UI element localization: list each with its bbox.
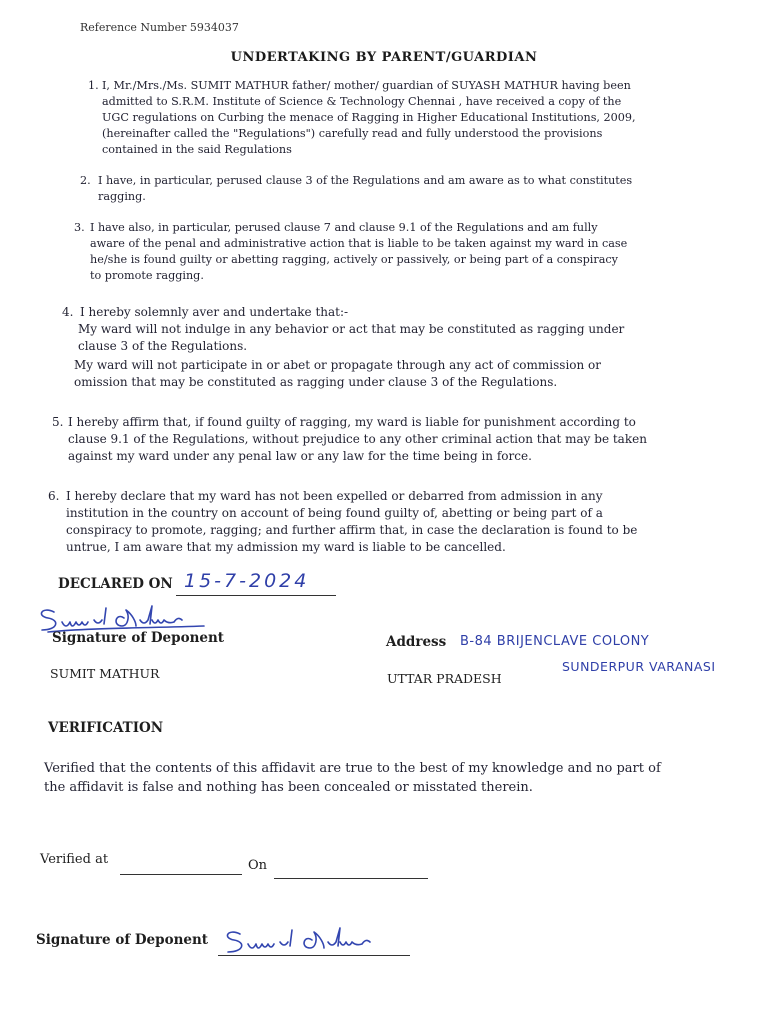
- clause-line: contained in the said Regulations: [102, 143, 292, 156]
- clause-line: conspiracy to promote, ragging; and further affirm that, in case the declaration is found to be: [66, 523, 638, 537]
- declared-date-line: [176, 595, 336, 596]
- clause-number: 5.: [52, 415, 64, 429]
- verification-line: Verified that the contents of this affidavit are true to the best of my knowledge and no part of: [44, 761, 661, 776]
- clause-line: untrue, I am aware that my admission my ward is liable to be cancelled.: [66, 540, 506, 554]
- clause-line: UGC regulations on Curbing the menace of Ragging in Higher Educational Institutions, 2009,: [102, 111, 636, 124]
- clause-line: omission that may be constituted as ragging under clause 3 of the Regulations.: [74, 375, 558, 389]
- document-title: UNDERTAKING BY PARENT/GUARDIAN: [230, 50, 538, 65]
- verification-heading: VERIFICATION: [48, 720, 164, 736]
- clause-line: I hereby affirm that, if found guilty of ragging, my ward is liable for punishment according to: [68, 415, 636, 429]
- verification-text: [44, 759, 734, 797]
- clause-line: admitted to S.R.M. Institute of Science & Technology Chennai , have received a copy of the: [102, 95, 622, 108]
- clause-line: My ward will not indulge in any behavior or act that may be constituted as ragging under: [78, 322, 625, 336]
- clause-1: [88, 78, 728, 158]
- clause-line: I hereby declare that my ward has not been expelled or debarred from admission in any: [66, 489, 603, 503]
- address-state: UTTAR PRADESH: [387, 671, 502, 686]
- clause-line: I, Mr./Mrs./Ms. SUMIT MATHUR father/ mother/ guardian of SUYASH MATHUR having been: [102, 79, 631, 92]
- clause-line: against my ward under any penal law or any law for the time being in force.: [68, 449, 532, 463]
- clause-line: I hereby solemnly aver and undertake that:-: [80, 305, 349, 319]
- reference-number: Reference Number 5934037: [80, 21, 239, 34]
- verified-at-line: [120, 874, 242, 875]
- clause-line: he/she is found guilty or abetting ragging, actively or passively, or being part of a conspiracy: [90, 253, 618, 266]
- clause-line: ragging.: [98, 190, 146, 203]
- final-signature-label: Signature of Deponent: [36, 932, 209, 948]
- address-line-2: SUNDERPUR VARANASI: [562, 659, 716, 674]
- clause-line: My ward will not participate in or abet or propagate through any act of commission or: [74, 358, 602, 372]
- clause-number: 3.: [74, 221, 85, 234]
- verified-at-label: Verified at: [40, 852, 109, 867]
- clause-number: 1.: [88, 79, 99, 92]
- clause-line: (hereinafter called the "Regulations") carefully read and fully understood the provisions: [102, 127, 603, 140]
- clause-number: 4.: [62, 305, 74, 319]
- clause-line: clause 9.1 of the Regulations, without prejudice to any other criminal action that may be taken: [68, 432, 647, 446]
- clause-5: [52, 414, 732, 472]
- clause-number: 6.: [48, 489, 60, 503]
- clause-line: aware of the penal and administrative action that is liable to be taken against my ward in case: [90, 237, 628, 250]
- clause-line: institution in the country on account of being found guilty of, abetting or being part of a: [66, 506, 603, 520]
- clause-6: [48, 488, 738, 564]
- clause-2: [80, 173, 730, 207]
- deponent-name: SUMIT MATHUR: [50, 666, 160, 681]
- on-label: On: [248, 858, 268, 873]
- clause-4: [62, 304, 712, 394]
- final-signature-line: [218, 955, 410, 956]
- clause-line: I have, in particular, perused clause 3 of the Regulations and am aware as to what constitutes: [98, 174, 633, 187]
- signature-of-deponent-label: Signature of Deponent: [52, 630, 225, 646]
- on-date-line: [274, 878, 428, 879]
- clause-number: 2.: [80, 174, 91, 187]
- declared-on-label: DECLARED ON: [58, 576, 173, 592]
- address-label: Address: [386, 634, 447, 650]
- clause-line: I have also, in particular, perused clause 7 and clause 9.1 of the Regulations and am fully: [90, 221, 598, 234]
- address-line-1: B-84 BRIJENCLAVE COLONY: [460, 634, 650, 649]
- clause-3: [74, 220, 734, 288]
- verification-line: the affidavit is false and nothing has been concealed or misstated therein.: [44, 780, 533, 795]
- declared-date: 15-7-2024: [184, 570, 310, 592]
- clause-line: to promote ragging.: [90, 269, 204, 282]
- clause-line: clause 3 of the Regulations.: [78, 339, 248, 353]
